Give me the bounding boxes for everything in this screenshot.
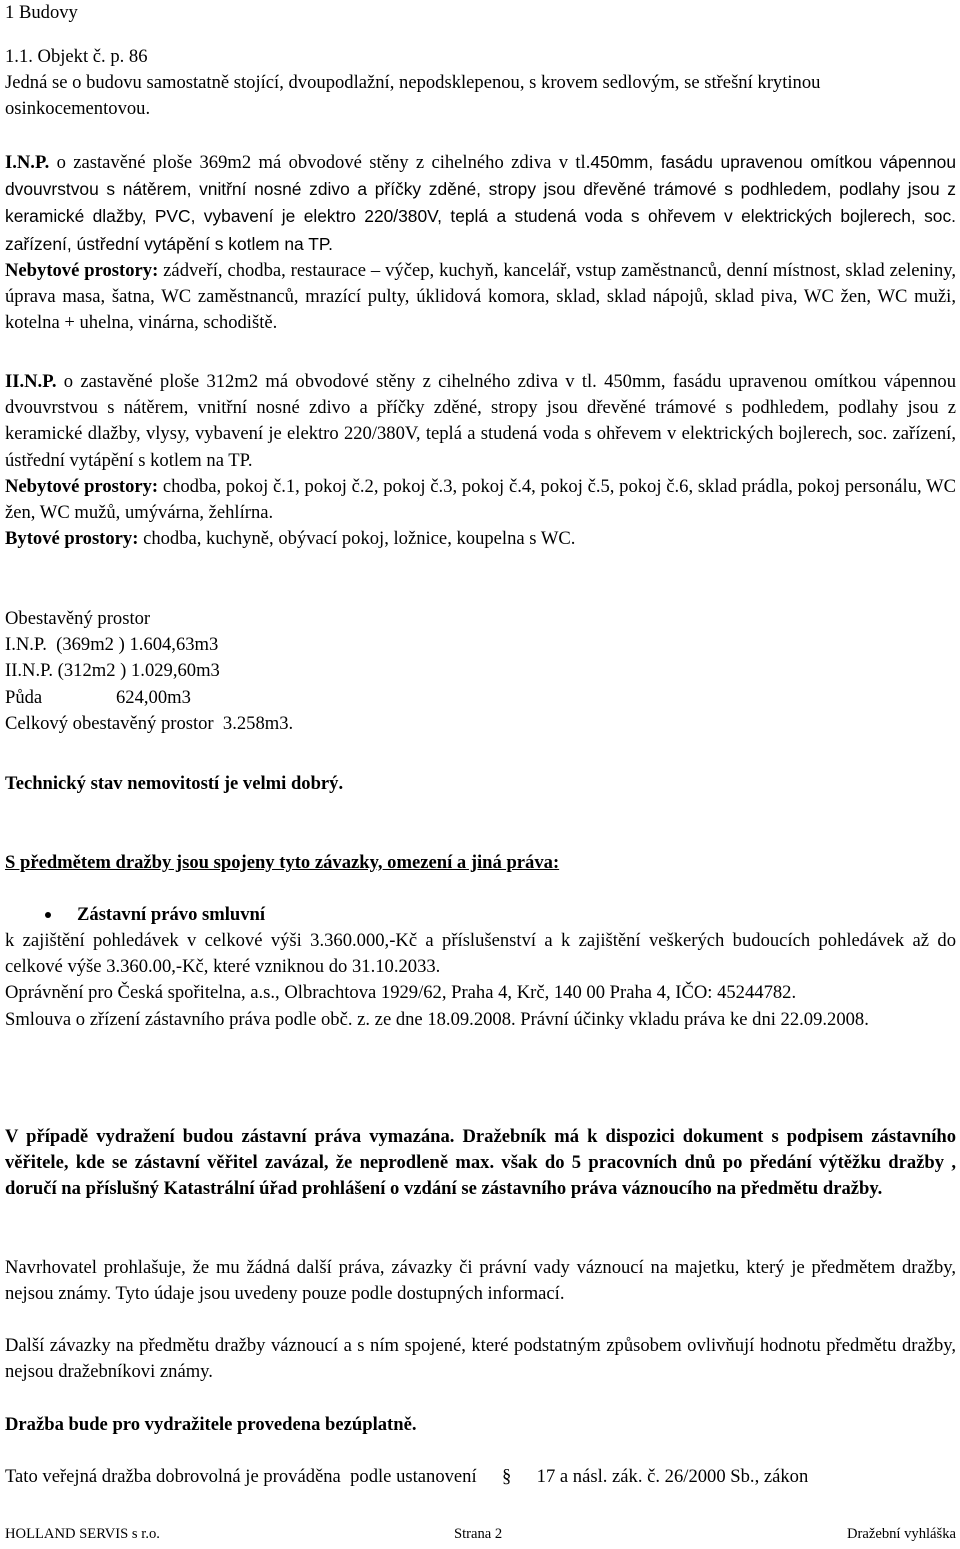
floor2-section — [5, 369, 956, 552]
floor2-res-label: Bytové prostory: — [5, 528, 139, 550]
volume-title: Obestavěný prostor — [5, 608, 151, 629]
floor1-nonres-label: Nebytové prostory: — [5, 259, 159, 281]
floor1-paragraph — [5, 149, 956, 258]
volume-row-1: I.N.P. (369m2 ) 1.604,63m3 — [5, 634, 219, 656]
other-obligations: Další závazky na předmětu dražby váznoucí a s ním spojené, které podstatným způsobem ovlivňují hodnotu předmětu dražby, nejsou dražebníkovi známy. — [5, 1335, 956, 1383]
floor1-nonresidential — [5, 258, 956, 337]
object-description: Jedná se o budovu samostatně stojící, dvoupodlažní, nepodsklepenou, s krovem sedlovým, se střešní krytinou osinkocementovou. — [5, 72, 821, 120]
floor2-nonresidential — [5, 474, 956, 526]
floor2-nonres-label: Nebytové prostory: — [5, 475, 159, 497]
object-heading: 1.1. Objekt č. p. 86 — [5, 46, 148, 67]
section-title: 1 Budovy — [5, 2, 78, 23]
volume-section — [5, 606, 956, 737]
page-footer — [5, 1523, 956, 1545]
deletion-notice: V případě vydražení budou zástavní práva vymazána. Dražebník má k dispozici dokument s podpisem zástavního věřitele, kde se zástavní věřitel zavázal, že neprodleně max. však do 5 pracovních dnů po předání výtěžku dražby , doručí na příslušný Katastrální úřad prohlášení o vzdání se zástavního práva váznoucího na předmětu dražby. — [5, 1126, 956, 1200]
floor1-nonres-text: zádveří, chodba, restaurace – výčep, kuchyň, kancelář, vstup zaměstnanců, denní místnost, sklad zeleniny, úprava masa, šatna, WC zaměstnanců, mrazící pulty, úklidová komora, sklad, sklad nápojů, sklad piva, WC žen, WC muži, kotelna + uhelna, vinárna, schodiště. — [5, 259, 956, 334]
floor1-text-a: o zastavěné ploše 369m2 má obvodové stěny z cihelného zdiva v tl. — [49, 152, 591, 173]
law-reference — [5, 1464, 956, 1490]
floor1-section — [5, 149, 956, 336]
floor2-nonres-text: chodba, pokoj č.1, pokoj č.2, pokoj č.3, pokoj č.4, pokoj č.5, pokoj č.6, sklad prádla, pokoj personálu, WC žen, WC mužů, umývárna, žehlírna. — [5, 475, 956, 524]
encumbrances-heading: S předmětem dražby jsou spojeny tyto závazky, omezení a jiná práva: — [5, 852, 560, 873]
volume-row-3-label: Půda — [5, 686, 43, 708]
footer-page-number: Strana 2 — [454, 1526, 503, 1542]
lien-contract: Smlouva o zřízení zástavního práva podle obč. z. ze dne 18.09.2008. Právní účinky vkladu práva ke dni 22.09.2008. — [5, 1008, 869, 1030]
lien-title: Zástavní právo smluvní — [77, 904, 266, 925]
footer-company: HOLLAND SERVIS s r.o. — [5, 1526, 160, 1542]
floor2-label: II.N.P. — [5, 371, 57, 392]
floor1-text-b: 450mm, fasádu upravenou omítkou vápennou dvouvrstvou s nátěrem, vnitřní nosné zdivo a příčky zděné, stropy jsou dřevěné trámové s podhledem, podlahy jsou z keramické dlažby, PVC, vybavení je elektro 220/380V, teplá a studená voda s ohřevem v elektrických bojlerech, soc. zařízení, ústřední vytápění s kotlem na TP. — [5, 152, 956, 254]
floor2-text: o zastavěné ploše 312m2 má obvodové stěny z cihelného zdiva v tl. 450mm, fasádu upravenou omítkou vápennou dvouvrstvou s nátěrem, vnitřní nosné zdivo a příčky zděné, stropy jsou dřevěné trámové s podhledem, podlahy jsou z keramické dlažby, vlysy, vybavení je elektro 220/380V, teplá a studená voda s ohřevem v elektrických bojlerech, soc. zařízení, ústřední vytápění s kotlem na TP. — [5, 371, 956, 471]
lien-details — [5, 928, 956, 1033]
object-section — [5, 44, 956, 123]
bullet-dot-icon — [45, 912, 51, 918]
floor1-label: I.N.P. — [5, 152, 50, 173]
technical-state: Technický stav nemovitostí je velmi dobrý. — [5, 773, 344, 794]
lien-beneficiary: Oprávnění pro Česká spořitelna, a.s., Olbrachtova 1929/62, Praha 4, Krč, 140 00 Praha 4, IČO: 45244782. — [5, 982, 797, 1004]
proposer-declaration: Navrhovatel prohlašuje, že mu žádná další práva, závazky či právní vady váznoucí na majetku, který je předmětem dražby, nejsou známy. Tyto údaje jsou uvedeny pouze podle dostupných informací. — [5, 1257, 956, 1305]
floor2-residential — [5, 526, 956, 552]
volume-row-3-value: 624,00m3 — [116, 686, 191, 708]
section-sign: § — [501, 1466, 512, 1487]
floor2-res-text: chodba, kuchyně, obývací pokoj, ložnice, koupelna s WC. — [138, 528, 576, 550]
floor2-paragraph — [5, 369, 956, 474]
volume-row-3 — [5, 685, 956, 711]
law-text-a: Tato veřejná dražba dobrovolná je prováděna podle ustanovení — [5, 1466, 477, 1487]
lien-amount: k zajištění pohledávek v celkové výši 3.360.000,-Kč a příslušenství a k zajištění veškerých budoucích pohledávek až do celkové výše 3.360.00,-Kč, které vzniknou do 31.10.2033. — [5, 930, 956, 978]
auction-statement: Dražba bude pro vydražitele provedena bezúplatně. — [5, 1414, 417, 1435]
footer-document-type: Dražební vyhláška — [846, 1526, 956, 1542]
volume-total: Celkový obestavěný prostor 3.258m3. — [5, 712, 294, 734]
volume-row-2: II.N.P. (312m2 ) 1.029,60m3 — [5, 660, 220, 682]
law-text-b: 17 a násl. zák. č. 26/2000 Sb., zákon — [536, 1466, 809, 1487]
